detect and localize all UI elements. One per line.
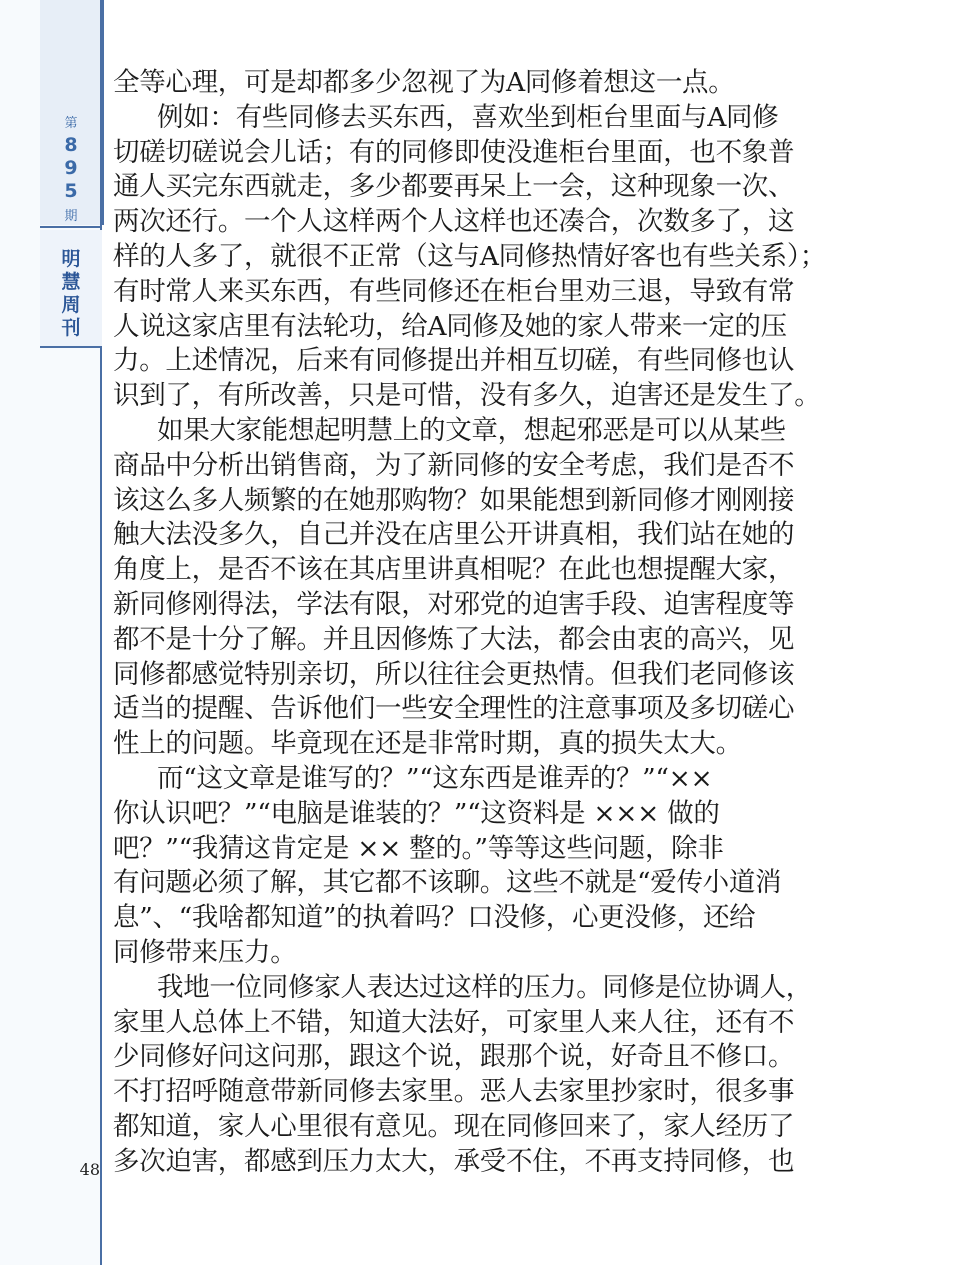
page-number: 48 bbox=[79, 1160, 100, 1179]
text-line: 两次还行。一个人这样两个人这样也还凑合，次数多了，这 bbox=[113, 206, 795, 238]
issue-digit: 8 bbox=[64, 134, 78, 156]
text-line: 不打招呼随意带新同修去家里。恶人去家里抄家时，很多事 bbox=[113, 1076, 795, 1108]
text-line: 都知道，家人心里很有意见。现在同修回来了，家人经历了 bbox=[113, 1110, 795, 1142]
text-line: 吧？”“我猜这肯定是 ×× 整的。”等等这些问题，除非 bbox=[113, 832, 724, 864]
text-line: 商品中分析出销售商，为了新同修的安全考虑，我们是否不 bbox=[113, 449, 795, 481]
publication-char: 周 bbox=[61, 294, 81, 316]
text-line: 而“这文章是谁写的？”“这东西是谁弄的？”“×× bbox=[157, 762, 713, 794]
text-line: 人说这家店里有法轮功，给A同修及她的家人带来一定的压 bbox=[113, 310, 787, 342]
text-line: 该这么多人频繁的在她那购物？如果能想到新同修才刚刚接 bbox=[113, 484, 795, 516]
issue-prefix: 第 bbox=[64, 116, 78, 131]
text-line: 切磋切磋说会儿话；有的同修即使没進柜台里面，也不象普 bbox=[113, 136, 795, 168]
text-line: 家里人总体上不错，知道大法好，可家里人来人往，还有不 bbox=[113, 1006, 795, 1038]
text-line: 息”、“我啥都知道”的执着吗？口没修，心更没修，还给 bbox=[113, 902, 756, 934]
text-line: 少同修好问这问那，跟这个说，跟那个说，好奇且不修口。 bbox=[113, 1041, 795, 1073]
issue-digit: 9 bbox=[64, 157, 78, 179]
text-line: 样的人多了，就很不正常（这与A同修热情好客也有些关系）； bbox=[113, 240, 826, 272]
text-line: 例如：有些同修去买东西，喜欢坐到柜台里面与A同修 bbox=[157, 101, 779, 133]
text-line: 触大法没多久，自己并没在店里公开讲真相，我们站在她的 bbox=[113, 519, 795, 551]
publication-char: 刊 bbox=[61, 317, 81, 339]
text-line: 识到了，有所改善，只是可惜，没有多久，迫害还是发生了。 bbox=[113, 380, 821, 412]
text-line: 角度上，是否不该在其店里讲真相呢？在此也想提醒大家， bbox=[113, 554, 795, 586]
issue-digit: 5 bbox=[64, 180, 78, 202]
text-line: 都不是十分了解。并且因修炼了大法，都会由衷的高兴，见 bbox=[113, 623, 795, 655]
text-line: 有时常人来买东西，有些同修还在柜台里劝三退，导致有常 bbox=[113, 275, 795, 307]
issue-suffix: 期 bbox=[64, 209, 78, 224]
text-line: 如果大家能想起明慧上的文章，想起邪恶是可以从某些 bbox=[157, 414, 786, 446]
text-line: 通人买完东西就走，多少都要再呆上一会，这种现象一次、 bbox=[113, 171, 795, 203]
text-line: 多次迫害，都感到压力太大，承受不住，不再支持同修，也 bbox=[113, 1145, 795, 1177]
text-line: 力。上述情况，后来有同修提出并相互切磋，有些同修也认 bbox=[113, 345, 795, 377]
text-line: 同修都感觉特别亲切，所以往往会更热情。但我们老同修该 bbox=[113, 658, 795, 690]
publication-char: 明 bbox=[61, 248, 81, 270]
text-line: 性上的问题。毕竟现在还是非常时期，真的损失太大。 bbox=[113, 728, 742, 760]
text-line: 全等心理，可是却都多少忽视了为A同修着想这一点。 bbox=[113, 67, 735, 98]
publication-char: 慧 bbox=[61, 271, 81, 293]
text-line: 同修带来压力。 bbox=[113, 936, 297, 968]
text-line: 你认识吧？”“电脑是谁装的？”“这资料是 ××× 做的 bbox=[113, 797, 720, 829]
text-line: 我地一位同修家人表达过这样的压力。同修是位协调人， bbox=[157, 971, 812, 1003]
text-line: 新同修刚得法，学法有限，对邪党的迫害手段、迫害程度等 bbox=[113, 588, 795, 620]
tab-divider bbox=[40, 226, 102, 228]
text-line: 有问题必须了解，其它都不该聊。这些不就是“爱传小道消 bbox=[113, 867, 782, 899]
article-body bbox=[113, 66, 859, 1180]
text-line: 适当的提醒、告诉他们一些安全理性的注意事项及多切磋心 bbox=[113, 693, 795, 725]
